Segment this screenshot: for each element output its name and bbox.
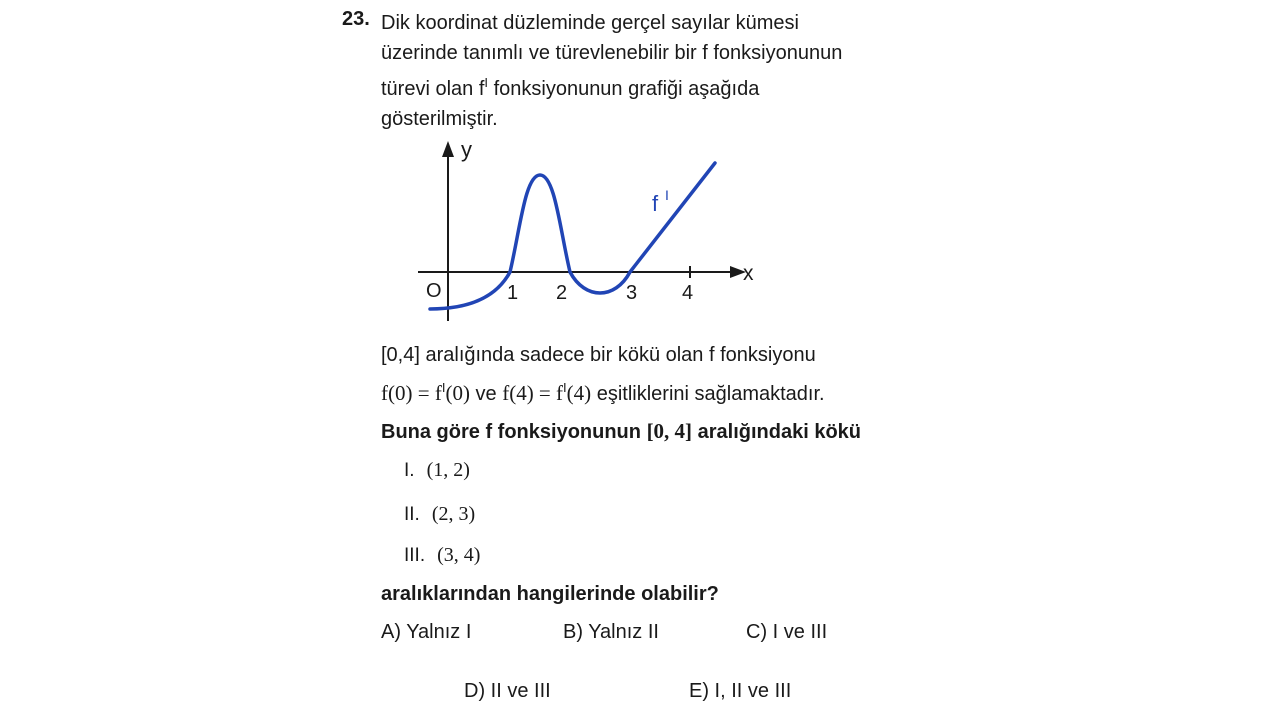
condition-line-2 xyxy=(381,380,825,406)
stem-line-3-start: türevi olan f xyxy=(381,78,485,100)
choice-b[interactable]: B) Yalnız II xyxy=(563,621,659,643)
origin-label: O xyxy=(426,280,442,302)
derivative-graph xyxy=(410,135,770,335)
stem-line-3-end: fonksiyonunun grafiği aşağıda xyxy=(488,78,760,100)
x-axis-label: x xyxy=(743,262,754,285)
prime-mark: I xyxy=(484,75,489,90)
statement-value: (3, 4) xyxy=(437,544,481,566)
derivative-curve xyxy=(430,163,715,309)
stem-line-4: gösterilmiştir. xyxy=(381,108,498,130)
prime-mark: I xyxy=(563,380,567,395)
prompt-interval: [0, 4] xyxy=(646,419,693,443)
prime-mark: I xyxy=(441,380,446,395)
statement-label: III. xyxy=(404,545,426,566)
y-axis-arrow xyxy=(442,141,454,157)
choice-d[interactable]: D) II ve III xyxy=(464,680,551,702)
statement-item-2 xyxy=(404,503,475,526)
statement-item-3 xyxy=(404,544,480,567)
x-tick-label-1: 1 xyxy=(507,282,519,304)
statement-value: (2, 3) xyxy=(431,503,476,525)
connector-ve: ve xyxy=(475,383,497,405)
question-stem xyxy=(381,8,921,134)
statement-label: II. xyxy=(404,504,420,525)
stem-line-3 xyxy=(381,68,921,104)
y-axis-label: y xyxy=(461,137,472,162)
question-closing: aralıklarından hangilerinde olabilir? xyxy=(381,583,719,605)
statement-value: (1, 2) xyxy=(426,459,470,481)
curve-label-prime: I xyxy=(665,187,669,203)
statement-label: I. xyxy=(404,460,415,481)
prompt-post: aralığındaki kökü xyxy=(697,421,862,443)
equation-1-tail: (0) xyxy=(445,381,470,405)
choice-a[interactable]: A) Yalnız I xyxy=(381,621,472,643)
question-number: 23. xyxy=(342,8,370,30)
stem-line-2: üzerinde tanımlı ve türevlenebilir bir f fonksiyonunun xyxy=(381,42,843,64)
x-tick-label-2: 2 xyxy=(556,282,568,304)
condition-tail: eşitliklerini sağlamaktadır. xyxy=(596,383,825,405)
x-tick-label-4: 4 xyxy=(682,282,694,304)
equation-2: f(4) = f xyxy=(502,381,564,405)
question-prompt xyxy=(381,419,861,444)
statement-item-1 xyxy=(404,459,470,482)
curve-label: f xyxy=(652,191,659,216)
choice-c[interactable]: C) I ve III xyxy=(746,621,828,643)
equation-2-tail: (4) xyxy=(566,381,592,405)
x-tick-label-3: 3 xyxy=(626,282,638,304)
prompt-pre: Buna göre f fonksiyonunun xyxy=(381,421,641,443)
choice-e[interactable]: E) I, II ve III xyxy=(689,680,792,702)
condition-line-1: [0,4] aralığında sadece bir kökü olan f fonksiyonu xyxy=(381,344,816,366)
equation-1: f(0) = f xyxy=(381,381,442,405)
stem-line-1: Dik koordinat düzleminde gerçel sayılar kümesi xyxy=(381,12,799,34)
